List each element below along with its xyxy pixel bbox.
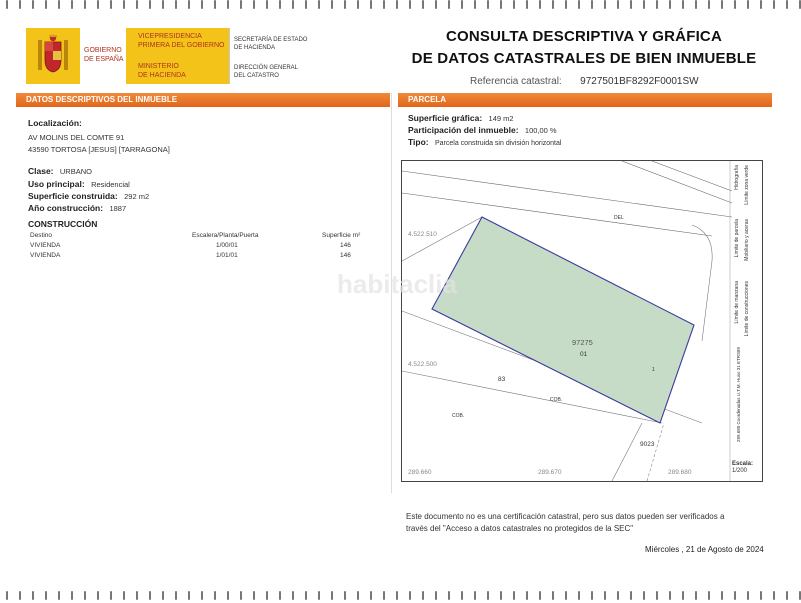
coord-x-2: 289.670: [538, 469, 562, 476]
perforation-mark: [357, 0, 359, 9]
participacion-value: 100,00 %: [524, 126, 557, 135]
perforation-mark: [643, 591, 645, 600]
perforation-mark: [227, 591, 229, 600]
col-escalera: Escalera/Planta/Puerta: [192, 232, 259, 239]
perforation-mark: [786, 0, 788, 9]
coord-y-2: 4.522.500: [408, 361, 437, 368]
tipo-label: Tipo:: [408, 137, 429, 147]
parcela-title: PARCELA: [408, 95, 447, 104]
perforation-mark: [682, 0, 684, 9]
gov-line-2: DE ESPAÑA: [84, 56, 124, 63]
row-superficie: 146: [340, 252, 351, 259]
perforation-mark: [240, 591, 242, 600]
row-escalera: 1/00/01: [216, 242, 238, 249]
map-legend: [730, 161, 762, 461]
participacion-label: Participación del inmueble:: [408, 125, 519, 135]
perforation-mark: [487, 591, 489, 600]
perforation-mark: [162, 0, 164, 9]
uso-label: Uso principal:: [28, 179, 85, 189]
vp-line-2: PRIMERA DEL GOBIERNO: [138, 42, 225, 49]
perforation-mark: [175, 591, 177, 600]
legend-coords-note: 289.680 Coordenadas U.T.M. Huso 31 ETRS89: [736, 347, 741, 443]
legend-mobiliario: Mobiliario y aceras: [744, 219, 750, 261]
localizacion-label: Localización:: [28, 118, 82, 128]
perforation-mark: [734, 591, 736, 600]
parcela-bar: [398, 93, 772, 107]
perforation-mark: [279, 0, 281, 9]
title-line-2: DE DATOS CATASTRALES DE BIEN INMUEBLE: [411, 50, 757, 67]
label-83: 83: [498, 376, 506, 383]
perforation-mark: [318, 0, 320, 9]
sec-line-1: SECRETARÍA DE ESTADO: [234, 37, 308, 43]
escala-label: Escala:: [732, 461, 754, 467]
perforation-mark: [370, 591, 372, 600]
perforation-mark: [331, 591, 333, 600]
perforation-mark: [734, 0, 736, 9]
perforation-mark: [370, 0, 372, 9]
perforation-mark: [32, 591, 34, 600]
perforation-mark: [747, 591, 749, 600]
perforation-mark: [266, 0, 268, 9]
construccion-table: [28, 232, 368, 262]
superficie-label: Superficie construida:: [28, 191, 118, 201]
perforation-mark: [188, 591, 190, 600]
perforation-mark: [708, 591, 710, 600]
perforation-mark: [344, 0, 346, 9]
perforation-mark: [721, 591, 723, 600]
perforation-mark: [97, 591, 99, 600]
perforation-mark: [617, 591, 619, 600]
perforation-mark: [604, 591, 606, 600]
perforation-mark: [45, 591, 47, 600]
address-line-2: 43590 TORTOSA [JESUS] [TARRAGONA]: [28, 145, 170, 154]
uso-row: [28, 179, 130, 189]
escala-value: 1/200: [732, 468, 748, 474]
referencia-catastral: [470, 71, 699, 89]
address-line-1: AV MOLINS DEL COMTE 91: [28, 133, 125, 142]
perforation-mark: [84, 591, 86, 600]
col-destino: Destino: [30, 232, 53, 239]
perforation-mark: [500, 0, 502, 9]
col-superficie: Superficie m²: [322, 232, 361, 239]
perforation-mark: [448, 591, 450, 600]
parcel-sub: 01: [580, 351, 588, 358]
perforation-mark: [110, 0, 112, 9]
legend-zona-verde: Límite zona verde: [744, 165, 750, 205]
ministerio-label: [138, 62, 186, 80]
dir-line-2: DEL CATASTRO: [234, 73, 279, 79]
perforation-mark: [500, 591, 502, 600]
perforation-mark: [292, 0, 294, 9]
min-line-2: DE HACIENDA: [138, 72, 186, 79]
perforation-mark: [253, 0, 255, 9]
anio-row: [28, 203, 126, 213]
perforation-mark: [552, 0, 554, 9]
tipo-value: Parcela construida sin división horizontal: [435, 140, 562, 147]
perforation-mark: [136, 591, 138, 600]
perforation-mark: [175, 0, 177, 9]
perforation-mark: [305, 0, 307, 9]
perforation-mark: [123, 591, 125, 600]
perforation-mark: [461, 0, 463, 9]
perforation-mark: [656, 591, 658, 600]
clase-label: Clase:: [28, 166, 54, 176]
perforation-mark: [162, 591, 164, 600]
perforation-mark: [435, 0, 437, 9]
perforation-mark: [344, 591, 346, 600]
perforation-mark: [71, 0, 73, 9]
gov-line-1: GOBIERNO: [84, 47, 122, 54]
perforation-mark: [32, 0, 34, 9]
perforation-mark: [760, 591, 762, 600]
coat-of-arms-icon: [34, 34, 72, 78]
datos-descriptivos-bar: [16, 93, 390, 107]
perforation-mark: [435, 591, 437, 600]
legend-construcciones: Límite de construcciones: [744, 281, 750, 337]
secretaria-label: [234, 36, 307, 52]
perforation-mark: [357, 591, 359, 600]
perforation-mark: [578, 591, 580, 600]
clase-value: URBANO: [59, 167, 92, 176]
label-1: 1: [652, 367, 655, 373]
perforation-mark: [422, 591, 424, 600]
table-row: [28, 242, 368, 252]
disclaimer-line-1: Este documento no es una certificación catastral, pero sus datos pueden ser verificados a: [406, 512, 725, 521]
vicepresidencia-label: [138, 32, 224, 50]
legend-parcela: Límite de parcela: [734, 219, 740, 258]
perforation-mark: [578, 0, 580, 9]
perforation-mark: [708, 0, 710, 9]
label-cob-1: COB.: [452, 413, 465, 419]
perforation-mark: [383, 0, 385, 9]
perforation-mark: [279, 591, 281, 600]
perforation-mark: [513, 591, 515, 600]
perforation-mark: [110, 591, 112, 600]
gov-label: [84, 46, 124, 64]
perforation-mark: [331, 0, 333, 9]
anio-label: Año construcción:: [28, 203, 104, 213]
perforation-mark: [84, 0, 86, 9]
perforation-mark: [474, 0, 476, 9]
perforation-mark: [669, 0, 671, 9]
perforation-mark: [487, 0, 489, 9]
perforation-mark: [71, 591, 73, 600]
sec-line-2: DE HACIENDA: [234, 45, 276, 51]
perforation-mark: [266, 591, 268, 600]
perforation-mark: [773, 0, 775, 9]
perforation-mark: [630, 0, 632, 9]
perforation-mark: [461, 591, 463, 600]
perforation-mark: [786, 591, 788, 600]
participacion-row: [408, 125, 557, 135]
watermark-text: habitaclia: [337, 269, 457, 299]
perforation-mark: [669, 591, 671, 600]
perforation-mark: [526, 591, 528, 600]
perforation-mark: [201, 0, 203, 9]
label-del: DEL: [614, 215, 624, 221]
perforation-mark: [240, 0, 242, 9]
perforation-mark: [565, 0, 567, 9]
coord-x-1: 289.660: [408, 469, 432, 476]
perforation-mark: [292, 591, 294, 600]
ref-value: 9727501BF8292F0001SW: [580, 76, 699, 87]
perforation-mark: [617, 0, 619, 9]
perforation-mark: [448, 0, 450, 9]
document-date: Miércoles , 21 de Agosto de 2024: [645, 545, 764, 554]
perforation-mark: [604, 0, 606, 9]
perforation-mark: [19, 0, 21, 9]
perforation-mark: [214, 591, 216, 600]
perforation-mark: [188, 0, 190, 9]
perforation-mark: [760, 0, 762, 9]
label-cob-2: COB.: [550, 397, 563, 403]
label-9023: 9023: [640, 441, 655, 448]
perforation-mark: [201, 591, 203, 600]
perforation-mark: [695, 591, 697, 600]
perforation-mark: [422, 0, 424, 9]
vp-line-1: VICEPRESIDENCIA: [138, 33, 202, 40]
parcel-number: 97275: [572, 338, 593, 347]
perforation-mark: [773, 591, 775, 600]
perforation-mark: [253, 591, 255, 600]
row-destino: VIVIENDA: [30, 242, 61, 249]
perforation-mark: [123, 0, 125, 9]
table-header: [28, 232, 368, 242]
perforation-mark: [149, 0, 151, 9]
legend-hidrografia: Hidrografía: [734, 165, 740, 190]
datos-descriptivos-title: DATOS DESCRIPTIVOS DEL INMUEBLE: [26, 95, 178, 104]
perforation-mark: [58, 0, 60, 9]
perforation-mark: [227, 0, 229, 9]
anio-value: 1887: [109, 204, 127, 213]
top-perforation-edge: [0, 0, 800, 12]
direccion-label: [234, 64, 298, 80]
min-line-1: MINISTERIO: [138, 63, 179, 70]
perforation-mark: [149, 591, 151, 600]
perforation-mark: [682, 591, 684, 600]
perforation-mark: [305, 591, 307, 600]
perforation-mark: [747, 0, 749, 9]
page-title: [400, 28, 768, 67]
perforation-mark: [383, 591, 385, 600]
superficie-row: [28, 191, 149, 201]
row-destino: VIVIENDA: [30, 252, 61, 259]
perforation-mark: [97, 0, 99, 9]
disclaimer: [406, 511, 724, 535]
perforation-mark: [552, 591, 554, 600]
perforation-mark: [6, 591, 8, 600]
perforation-mark: [396, 0, 398, 9]
escala-box: [732, 461, 753, 475]
row-superficie: 146: [340, 242, 351, 249]
disclaimer-line-2: través del "Acceso a datos catastrales no protegidos de la SEC": [406, 524, 634, 533]
perforation-mark: [643, 0, 645, 9]
coord-x-3: 289.680: [668, 469, 692, 476]
bottom-perforation-edge: [0, 591, 800, 603]
parcel-97275: [432, 217, 694, 423]
perforation-mark: [539, 0, 541, 9]
perforation-mark: [409, 0, 411, 9]
perforation-mark: [526, 0, 528, 9]
tipo-row: [408, 137, 561, 147]
coord-y-1: 4.522.510: [408, 231, 437, 238]
superficie-value: 292 m2: [124, 192, 150, 201]
perforation-mark: [630, 591, 632, 600]
sup-grafica-label: Superficie gráfica:: [408, 113, 483, 123]
perforation-mark: [695, 0, 697, 9]
perforation-mark: [396, 591, 398, 600]
perforation-mark: [539, 591, 541, 600]
perforation-mark: [214, 0, 216, 9]
perforation-mark: [721, 0, 723, 9]
perforation-mark: [474, 591, 476, 600]
government-header: [24, 24, 384, 88]
perforation-mark: [565, 591, 567, 600]
construccion-heading: CONSTRUCCIÓN: [28, 219, 98, 229]
perforation-mark: [19, 591, 21, 600]
perforation-mark: [136, 0, 138, 9]
perforation-mark: [58, 591, 60, 600]
uso-value: Residencial: [91, 180, 130, 189]
header-divider: [229, 28, 230, 84]
perforation-mark: [656, 0, 658, 9]
sup-grafica-row: [408, 113, 514, 123]
ref-label: Referencia catastral:: [470, 76, 562, 87]
legend-manzana: Límite de manzana: [734, 281, 740, 324]
perforation-mark: [409, 591, 411, 600]
title-line-1: CONSULTA DESCRIPTIVA Y GRÁFICA: [445, 28, 722, 45]
perforation-mark: [318, 591, 320, 600]
clase-row: [28, 166, 92, 176]
perforation-mark: [591, 591, 593, 600]
perforation-mark: [513, 0, 515, 9]
dir-line-1: DIRECCIÓN GENERAL: [234, 65, 299, 71]
perforation-mark: [45, 0, 47, 9]
perforation-mark: [591, 0, 593, 9]
table-row: [28, 252, 368, 262]
sup-grafica-value: 149 m2: [488, 114, 514, 123]
perforation-mark: [6, 0, 8, 9]
row-escalera: 1/01/01: [216, 252, 238, 259]
